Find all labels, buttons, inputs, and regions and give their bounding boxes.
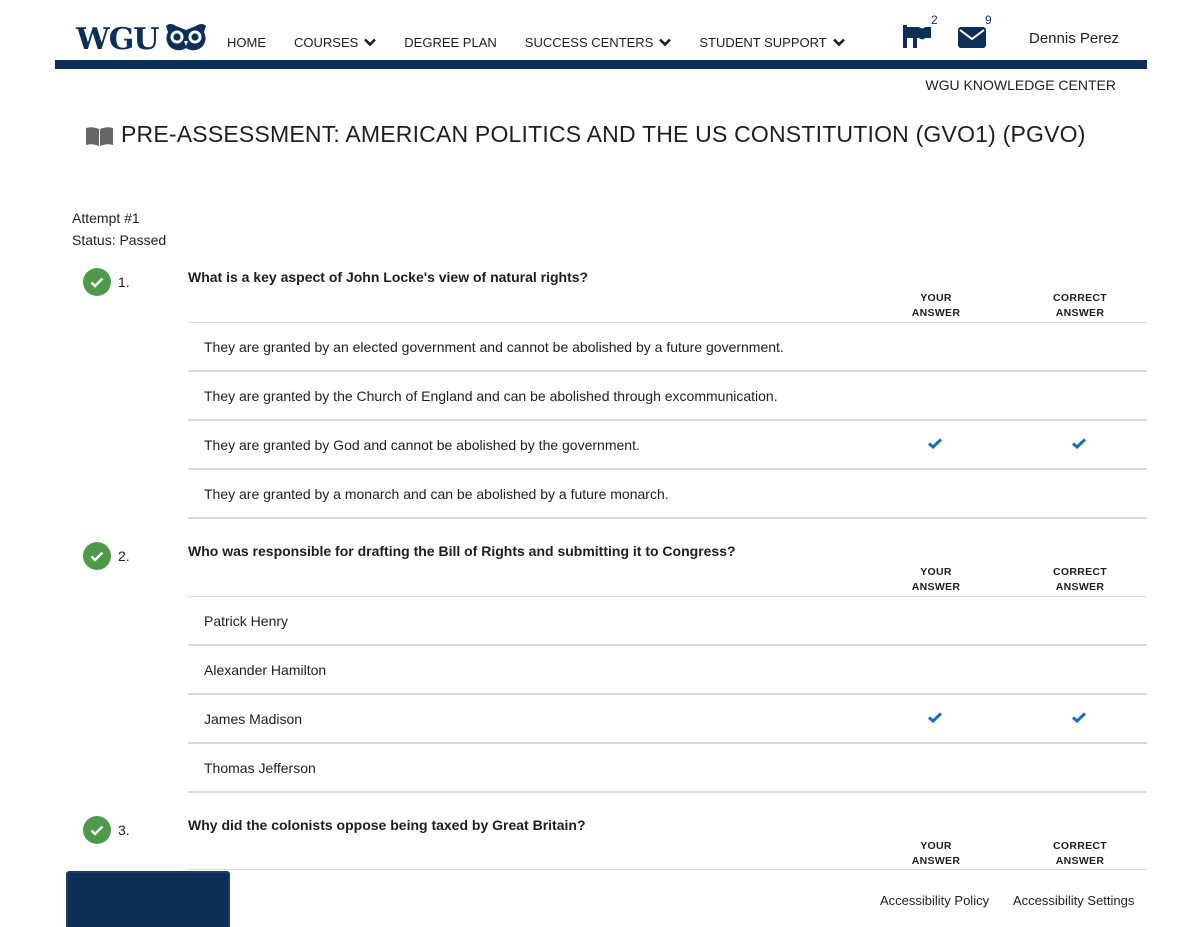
- answer-text: Alexander Hamilton: [204, 662, 327, 678]
- answer-text: Thomas Jefferson: [204, 760, 316, 776]
- question-text: What is a key aspect of John Locke's view of natural rights?: [188, 269, 589, 285]
- user-name[interactable]: Dennis Perez: [1029, 30, 1120, 47]
- correct-answer-column-header: CORRECT ANSWER: [1052, 840, 1107, 867]
- top-header: [0, 0, 1200, 70]
- correct-answer-check-icon: [1072, 710, 1086, 728]
- question-number: 3.: [118, 822, 130, 838]
- chevron-down-icon: [833, 35, 845, 50]
- wgu-logo[interactable]: [76, 22, 208, 56]
- nav-item-degree-plan[interactable]: [404, 35, 496, 50]
- answer-row: [188, 421, 1147, 470]
- question-number: 1.: [118, 274, 130, 290]
- owl-icon: [164, 22, 208, 57]
- accessibility-settings-link[interactable]: Accessibility Settings: [1013, 893, 1135, 908]
- book-icon: [86, 127, 113, 151]
- logo-text: WGU: [76, 21, 159, 57]
- nav-item-label: STUDENT SUPPORT: [699, 35, 827, 50]
- answer-text: They are granted by God and cannot be abolished by the government.: [204, 437, 640, 453]
- attempt-info: [72, 207, 166, 251]
- answer-row: [188, 695, 1147, 744]
- your-answer-column-header: YOUR ANSWER: [911, 292, 961, 319]
- notifications-button[interactable]: [903, 24, 933, 53]
- question-number: 2.: [118, 548, 130, 564]
- answer-text: They are granted by an elected government and cannot be abolished by a future government.: [204, 339, 784, 355]
- answers-divider: [188, 869, 1147, 870]
- answer-text: They are granted by a monarch and can be abolished by a future monarch.: [204, 486, 669, 502]
- correct-answer-check-icon: [1072, 436, 1086, 454]
- correct-check-icon: [83, 816, 111, 844]
- correct-answer-column-header: CORRECT ANSWER: [1052, 292, 1107, 319]
- correct-answer-column-header: CORRECT ANSWER: [1052, 566, 1107, 593]
- notifications-badge: 2: [931, 13, 938, 27]
- main-nav: [227, 35, 873, 50]
- nav-item-student-support[interactable]: [699, 35, 844, 50]
- attempt-number: Attempt #1: [72, 210, 140, 226]
- nav-item-home[interactable]: [227, 35, 266, 50]
- question-text: Why did the colonists oppose being taxed by Great Britain?: [188, 817, 586, 833]
- correct-check-icon: [83, 268, 111, 296]
- chevron-down-icon: [659, 35, 671, 50]
- attempt-status: Status: Passed: [72, 232, 167, 248]
- answer-row: [188, 646, 1147, 695]
- nav-item-courses[interactable]: [294, 35, 376, 50]
- messages-button[interactable]: [958, 27, 986, 53]
- nav-item-success-centers[interactable]: [525, 35, 672, 50]
- answer-row: [188, 744, 1147, 793]
- nav-item-label: HOME: [227, 35, 266, 50]
- answer-row: [188, 597, 1147, 646]
- header-divider-bar: [55, 60, 1147, 69]
- answer-text: Patrick Henry: [204, 613, 289, 629]
- accessibility-policy-link[interactable]: Accessibility Policy: [880, 893, 990, 908]
- nav-item-label: SUCCESS CENTERS: [524, 35, 654, 50]
- question-text: Who was responsible for drafting the Bill of Rights and submitting it to Congress?: [188, 543, 736, 559]
- envelope-icon: [958, 35, 986, 52]
- flag-icon: [903, 35, 933, 52]
- answer-row: [188, 470, 1147, 519]
- your-answer-column-header: YOUR ANSWER: [911, 840, 961, 867]
- your-answer-check-icon: [928, 436, 942, 454]
- your-answer-column-header: YOUR ANSWER: [911, 566, 961, 593]
- answer-list: [188, 596, 1147, 793]
- answer-text: They are granted by the Church of England and can be abolished through excommunication.: [204, 388, 778, 404]
- answer-list: [188, 322, 1147, 519]
- answer-text: James Madison: [204, 711, 303, 727]
- your-answer-check-icon: [928, 710, 942, 728]
- page-title: PRE-ASSESSMENT: AMERICAN POLITICS AND THE US CONSTITUTION (GVO1) (PGVO): [121, 121, 1086, 147]
- nav-item-label: COURSES: [294, 35, 359, 50]
- knowledge-center-link[interactable]: WGU KNOWLEDGE CENTER: [925, 77, 1116, 93]
- correct-check-icon: [83, 542, 111, 570]
- answer-row: [188, 323, 1147, 372]
- chevron-down-icon: [364, 35, 376, 50]
- answer-row: [188, 372, 1147, 421]
- chat-label[interactable]: WGU Chat: [70, 898, 138, 914]
- nav-item-label: DEGREE PLAN: [404, 35, 497, 50]
- messages-badge: 9: [985, 13, 992, 27]
